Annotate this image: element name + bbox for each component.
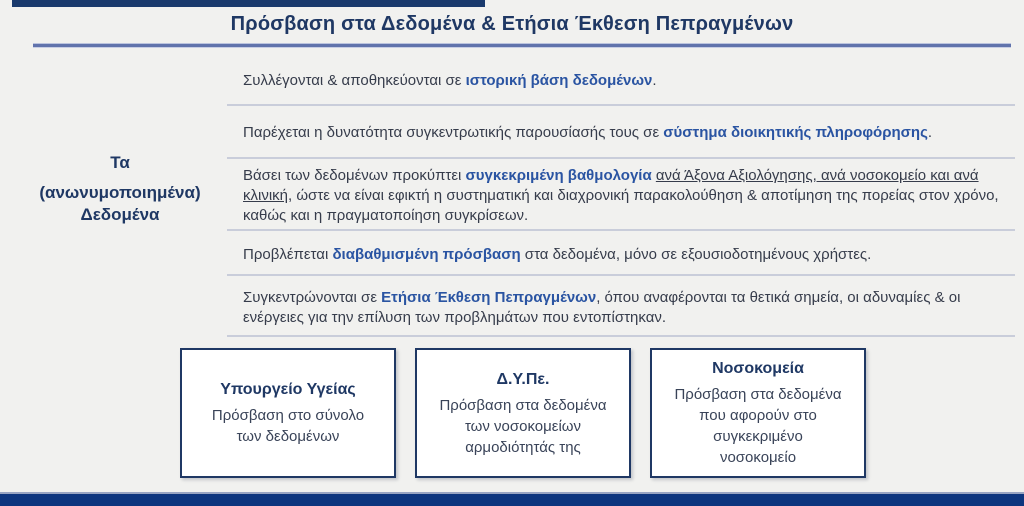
row-historical-database [227,48,1015,106]
data-facts-list [227,48,1015,337]
data-subject-label-line2: (ανωνυμοποιημένα) [39,183,201,202]
row-segment: Συλλέγονται & αποθηκεύονται σε [243,72,466,89]
row-segment: . [652,72,657,89]
row-segment-highlight: συγκεκριμένη βαθμολογία [465,167,652,184]
box-body: Πρόσβαση στο σύνολο των δεδομένων [211,407,365,445]
box-title: Νοσοκομεία [712,360,804,377]
row-segment: στα δεδομένα, μόνο σε εξουσιοδοτημένους χρήστες. [520,246,872,263]
row-segment: . [927,124,933,141]
row-segment: Παρέχεται η δυνατότητα συγκεντρωτικής παρουσίασής τους σε [243,124,664,141]
row-segment: Προβλέπεται [243,246,333,263]
row-segment-highlight: σύστημα διοικητικής πληροφόρησης [663,124,928,141]
top-accent-bar [12,0,485,7]
row-segment: Βάσει των δεδομένων προκύπτει [243,167,466,184]
row-segment: , όπου αναφέρονται τα θετικά σημεία, οι αδυναμίες & οι ενέργειες για την επίλυση των προβλημάτων που εντοπίστηκαν. [243,289,961,326]
box-body: Πρόσβαση στα δεδομένα που αφορούν στο συγκεκριμένο νοσοκομείο [674,386,842,466]
row-segment-highlight: διαβαθμισμένη πρόσβαση [332,246,521,263]
ministry-of-health-box [180,348,396,478]
data-subject-label-line1: Τα [110,153,130,172]
box-title: Δ.Υ.Πε. [496,370,550,388]
row-segment-highlight: ιστορική βάση δεδομένων [465,72,653,89]
row-management-information [227,106,1015,159]
title-underline-rule [33,44,1011,47]
row-segment-highlight: Ετήσια Έκθεση Πεπραγμένων [381,289,597,306]
bottom-accent-bar [0,492,1024,506]
data-subject-label-line3: Δεδομένα [80,205,160,224]
row-scoring [227,159,1015,231]
hospitals-box [650,348,866,478]
access-level-boxes [180,348,866,478]
box-title: Υπουργείο Υγείας [220,381,356,398]
row-tiered-access [227,231,1015,276]
row-annual-report [227,276,1015,337]
row-segment: , ώστε να είναι εφικτή η συστηματική και διαχρονική παρακολούθηση & αποτίμηση της πορείας στον χρόνο, καθώς και η πραγματοποίηση συγκρίσεων. [243,187,999,224]
row-segment-underlined: ανά Άξονα Αξιολόγησης, ανά νοσοκομείο και ανά κλινική [243,167,979,204]
row-segment: Συγκεντρώνονται σε [243,289,382,306]
regional-health-authority-box [415,348,631,478]
data-subject-label [25,152,215,226]
box-body: Πρόσβαση στα δεδομένα των νοσοκομείων αρμοδιότητάς της [439,396,607,456]
slide-title: Πρόσβαση στα Δεδομένα & Ετήσια Έκθεση Πεπραγμένων [230,13,794,35]
